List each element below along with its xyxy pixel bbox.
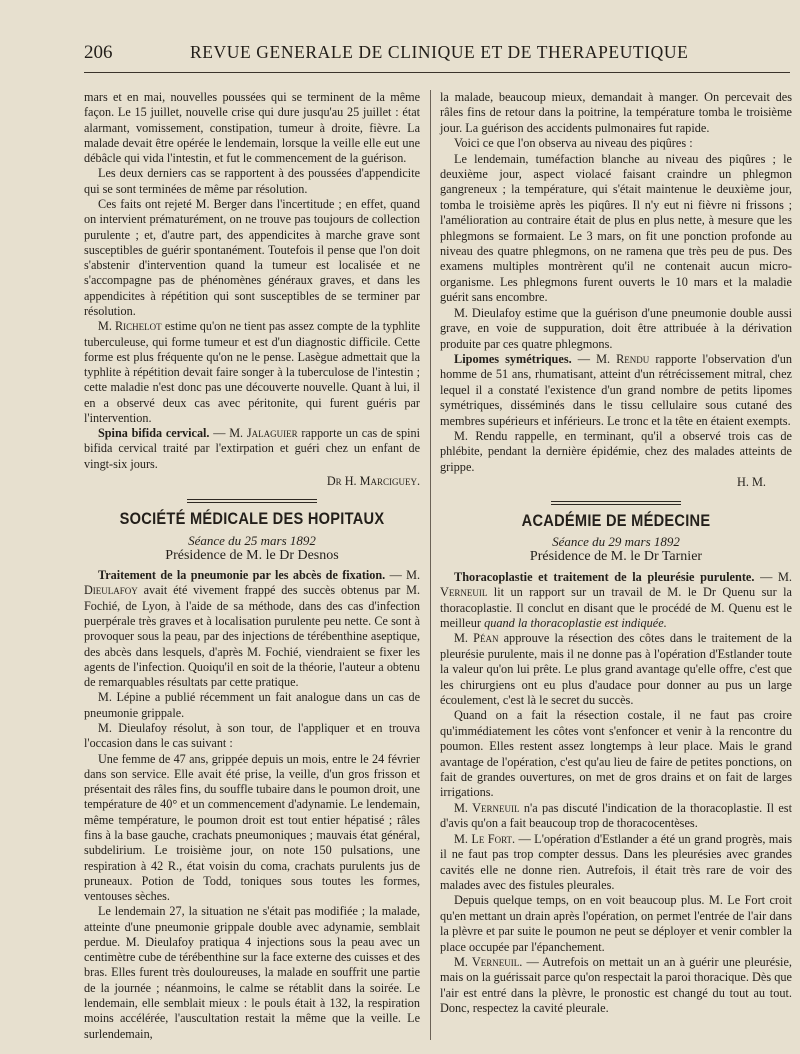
paragraph <box>84 568 420 690</box>
paragraph: M. Lépine a publié récemment un fait analogue dans un cas de pneumonie grippale. <box>84 690 420 720</box>
author-name: M. Dieulafoy <box>84 568 420 598</box>
dash: — <box>754 569 778 584</box>
paragraph <box>440 631 792 708</box>
paragraph-text: lit un rapport sur un travail de M. le Dr Quenu sur la thoracoplastie. Il conclut en disant que le procédé de M. Quenu est le meilleur <box>440 585 792 630</box>
quote: quand la thoracoplastie est indiquée. <box>484 616 667 630</box>
paragraph-text: — L'opération d'Estlander a été un grand progrès, mais il ne faut pas trop compter dessus. Dans les pleurésies avec grandes cavités elle ne donne rien. Autrefois, il était très rare de voir des malades avec des fistules pleurales. <box>440 831 792 892</box>
paragraph <box>440 570 792 632</box>
author-name: M. Verneuil. <box>454 954 523 969</box>
paragraph-text: rapporte un cas de spini bifida cervical traité par l'extirpation et guéri chez un enfant de vingt-six jours. <box>84 426 421 471</box>
section-heading: SOCIÉTÉ MÉDICALE DES HOPITAUX <box>119 509 385 529</box>
paragraph: M. Rendu rappelle, en terminant, qu'il a observé trois cas de phlébite, pendant la dernière épidémie, chez des malades atteints de grippe. <box>440 428 792 474</box>
paragraph-text: — Autrefois on mettait un an à guérir une pleurésie, mais on la guérissait parce qu'on respectait la paroi thoracique. Dès que l'air est entré dans la plèvre, le pronostic est changé du tout au tout. Donc, respectez la cavité pleurale. <box>440 954 792 1016</box>
paragraph-text: approuve la résection des côtes dans le traitement de la pleurésie purulente, mais il ne donne pas à l'opération d'Estlander toute la valeur qu'on lui prête. Le plus grand avantage qu'elle offre, c'est que les chirurgiens ont eu plus d'audace pour donner au pus un large écoulement, c'est là le secret du succès. <box>440 631 793 708</box>
paragraph-text: estime qu'on ne tient pas assez compte de la typhlite tuberculeuse, qui forme tumeur et est d'un diagnostic difficile. Cette forme est plus fréquente qu'on ne le pense. Lasègue admettait que la typhlite à répétition devait faire songer à la tuberculose de l'intestin ; cette maladie n'est donc pas une découverte nouvelle. Quant à lui, il en a observé deux cas avec péritonite, qui furent guéris par l'intervention. <box>84 319 421 425</box>
signature: H. M. <box>736 475 766 490</box>
paragraph: Une femme de 47 ans, grippée depuis un mois, entre le 24 février dans son service. Elle avait été prise, la veille, d'un gros frisson et présentait des râles fins, du souffle tubaire dans le poumon droit, une température de 40° et un commencement d'adynamie. Le lendemain, même température, le poumon droit est tout entier hépatisé ; râles fins à la base gauche, crachats pneumoniques ; mauvais état général, subdelirium. Le troisième jour, on note 150 pulsations, une respiration à 42 R., état voisin du coma, crachats purulents jus de pruneaux. Potion de Todd, toniques sous toutes les formes, ventouses sèches. <box>84 751 420 904</box>
paragraph: M. Dieulafoy résolut, à son tour, de l'appliquer et en trouva l'occasion dans le cas suivant : <box>84 720 420 751</box>
paragraph: mars et en mai, nouvelles poussées qui se terminent de la même façon. Le 15 juillet, nouvelle crise qui dure jusqu'au 25 juillet : état alarmant, vomissement, constipation, tumeur à droite, fièvre. La malade devait être opérée le lendemain, lorsque la veille elle eut une débâcle qui vida l'intestin, et fut le commencement de la guérison. <box>84 90 420 166</box>
section-heading: ACADÉMIE DE MÉDECINE <box>521 510 711 530</box>
section-title: Thoracoplastie et traitement de la pleurésie purulente. <box>454 569 755 584</box>
author-name: M. Jalaguier <box>229 426 298 441</box>
session-date: Séance du 29 mars 1892 <box>552 533 680 549</box>
paragraph: Les deux derniers cas se rapportent à des poussées d'appendicite qui se sont terminées de même par résolution. <box>84 166 420 196</box>
paragraph-text: avait été vivement frappé des succès obtenus par M. Fochié, de Lyon, à l'aide de sa méthode, dans des cas d'infection puerpérale très graves et à localisation purulente peu nette. Ce sont à provoquer sous la peau, par des injections de térébenthine aseptique, des abcès dans lesquels, d'après M. Fochié, viendraient se fixer les agents de l'infection. Quoiqu'il en soit de la théorie, l'auteur a obtenu de remarquables résultats par cette pratique. <box>84 583 420 690</box>
author-name: M. Rendu <box>596 351 650 366</box>
section-title: Lipomes symétriques. <box>454 351 572 366</box>
paragraph: Voici ce que l'on observa au niveau des piqûres : <box>454 136 693 151</box>
signature: Dr H. Marciguey. <box>326 474 420 489</box>
presidency: Présidence de M. le Dr Tarnier <box>529 549 703 565</box>
running-title: REVUE GENERALE DE CLINIQUE ET DE THERAPEUTIQUE <box>190 42 689 62</box>
paragraph <box>440 832 792 894</box>
paragraph-text: n'a pas discuté l'indication de la thoracoplastie. Il est d'avis qu'on a fait beaucoup trop de thoracocentèses. <box>440 800 792 831</box>
section-divider <box>551 501 681 505</box>
paragraph: Le lendemain, tuméfaction blanche au niveau des piqûres ; le deuxième jour, aspect violacé faisant craindre un phlegmon gangreneux ; la température, qui s'était maintenue le deuxième jour, tomba le troisième après les piqûres. Il n'y eut ni fièvre ni frissons ; l'amélioration au contraire était de plus en plus nette, à mesure que les phlegmons se formaient. Le 3 mars, on fit une ponction profonde au niveau des quatre phlegmons, on ne ramena que très peu de pus. Des examens multiples montrèrent qu'il ne contenait aucun micro-organisme. Les phlegmons furent ouverts le 10 mars et la maladie guérit sans encombre. <box>440 151 792 305</box>
paragraph-text: rapporte l'observation d'un homme de 51 ans, rhumatisant, atteint d'un rétrécissement mitral, chez lequel il a constaté l'existence d'un grand nombre de petits lipomes symétriques, disséminés dans le tissu cellulaire sous cutané des membres supérieurs et inférieurs. Le tronc et la tête en étaient exempts. <box>440 351 792 428</box>
paragraph: Le lendemain 27, la situation ne s'était pas modifiée ; la malade, atteinte d'une pneumonie grippale double avec adynamie, semblait perdue. M. Dieulafoy pratiqua 4 injections sous la peau avec un centimètre cube de térébenthine sur la face externe des cuisses et des bras. Elles furent très douloureuses, la malade en souffrit une partie de la journée ; néanmoins, le calme se rétablit dans la soirée. Le lendemain, elle semblait mieux : le pouls était à 132, la respiration moins accélérée, l'auscultation restait la même que la veille. Le surlendemain, <box>84 904 420 1041</box>
paragraph: Ces faits ont rejeté M. Berger dans l'incertitude ; en effet, quand on intervient prématurément, on ne trouve pas toujours de collection purulente ; et, d'autre part, des appendicites à marche grave sont susceptibles de guérir spontanément. Toutefois il pense que l'on doit s'abstenir d'intervention quand la tumeur est localisée et ne s'accompagne pas de phénomènes généraux graves, et dans les appendicites à répétition qui sont susceptibles de se terminer par résolution. <box>84 196 420 318</box>
left-column <box>84 90 420 1042</box>
paragraph <box>440 801 792 832</box>
paragraph: Quand on a fait la résection costale, il ne faut pas croire qu'immédiatement les côtes vont s'enfoncer et venir à la rencontre du poumon. Elles restent assez longtemps à leur place. Mais le grand avantage de l'opération, c'est qu'au lieu de faire de petites ponctions, on fait de grandes ouvertures, on met de gros drains et on fait de larges irrigations. <box>440 708 792 800</box>
column-divider <box>430 90 431 1040</box>
paragraph: M. Dieulafoy estime que la guérison d'une pneumonie double aussi grave, en voie de suppuration, doit être attribuée à la dérivation produite par ces quatre phlegmons. <box>440 305 792 351</box>
paragraph <box>440 955 792 1017</box>
section-divider <box>187 499 317 503</box>
author-name: M. Verneuil <box>440 569 793 600</box>
paragraph <box>440 352 792 429</box>
author-name: M. Le Fort. <box>454 831 516 846</box>
paragraph <box>84 319 420 426</box>
session-date: Séance du 25 mars 1892 <box>188 532 316 548</box>
dash: — <box>209 426 230 441</box>
page-number: 206 <box>84 42 113 63</box>
author-name: M. Péan <box>454 631 499 646</box>
author-name: M. Verneuil <box>454 800 520 815</box>
paragraph <box>84 426 420 472</box>
section-title: Traitement de la pneumonie par les abcès de fixation. <box>98 568 386 583</box>
presidency: Présidence de M. le Dr Desnos <box>165 547 339 563</box>
header-rule <box>84 72 790 73</box>
paragraph: la malade, beaucoup mieux, demandait à manger. On percevait des râles fins de retour dans la poitrine, la température tomba le troisième jour. La guérison des accidents pulmonaires fut rapide. <box>440 90 792 135</box>
right-column <box>440 90 792 1017</box>
section-title: Spina bifida cervical. <box>98 426 210 441</box>
author-name: M. Richelot <box>98 319 162 334</box>
dash: — <box>571 351 597 366</box>
dash: — <box>385 568 407 583</box>
paragraph: Depuis quelque temps, on en voit beaucoup plus. M. Le Fort croit qu'en mettant un drain après l'opération, on permet l'entrée de l'air dans la plèvre et par suite le poumon ne peut se déployer et venir combler la place occupée par l'épanchement. <box>440 893 792 954</box>
